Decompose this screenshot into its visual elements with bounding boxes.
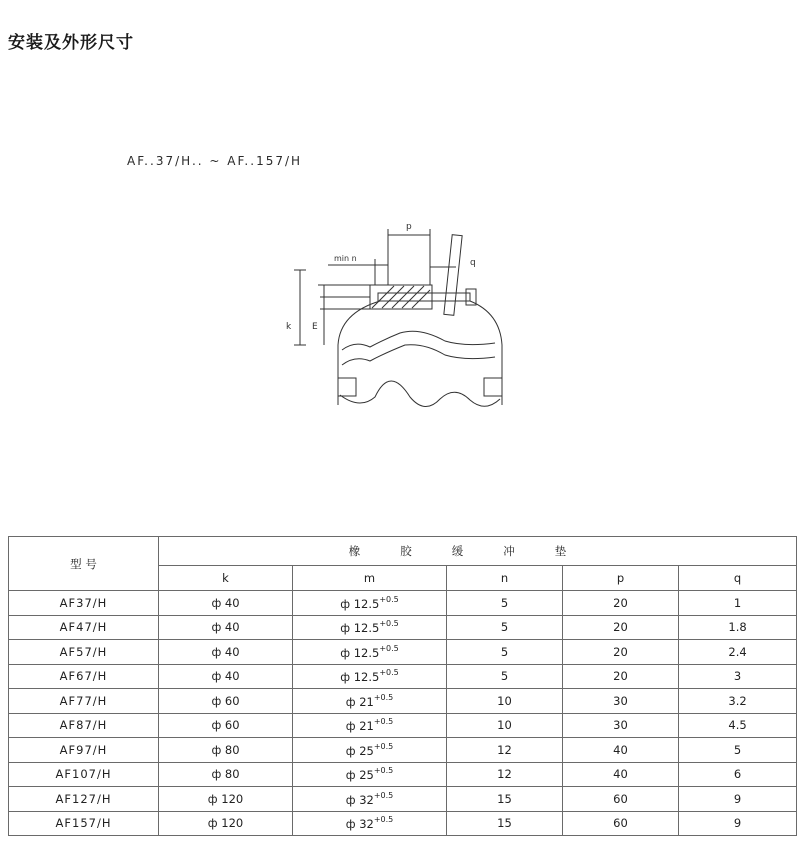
m-tolerance: +0.5	[379, 619, 399, 629]
housing-right	[470, 301, 502, 405]
k-cell-value: ф 120	[207, 791, 244, 806]
q-cell	[679, 640, 797, 665]
q-cell-value: 4.5	[728, 718, 747, 733]
label-E: E	[312, 322, 318, 332]
table-row	[9, 713, 797, 738]
table-row	[9, 689, 797, 714]
q-cell-value: 9	[733, 791, 742, 806]
m-tolerance: +0.5	[373, 717, 394, 727]
m-tolerance: +0.5	[379, 668, 399, 678]
q-cell	[679, 738, 797, 763]
k-cell-value: ф 40	[211, 669, 240, 684]
n-cell-value: 10	[497, 693, 512, 708]
model-cell	[9, 787, 159, 812]
q-cell-value: 1.8	[728, 620, 747, 635]
p-cell	[563, 615, 679, 640]
m-cell-value: ф 12.5	[340, 645, 380, 660]
label-min-n: min n	[334, 254, 357, 263]
n-cell-value: 10	[497, 718, 512, 733]
n-cell	[447, 811, 563, 836]
model-cell	[9, 689, 159, 714]
k-cell	[159, 787, 293, 812]
table-row	[9, 615, 797, 640]
header-m: m	[293, 566, 447, 591]
m-tolerance: +0.5	[373, 766, 394, 776]
n-cell-value: 15	[497, 816, 512, 831]
q-cell	[679, 787, 797, 812]
model-cell	[9, 640, 159, 665]
k-cell-value: ф 120	[207, 816, 244, 831]
m-cell	[293, 689, 447, 714]
p-cell-value: 20	[613, 669, 628, 684]
m-cell	[293, 591, 447, 616]
header-rubber-buffer: 橡胶缓冲垫	[159, 537, 797, 566]
q-cell	[679, 713, 797, 738]
p-cell-value: 40	[613, 742, 628, 757]
m-tolerance: +0.5	[379, 594, 399, 604]
p-cell	[563, 640, 679, 665]
k-cell	[159, 689, 293, 714]
n-cell	[447, 787, 563, 812]
q-cell-value: 2.4	[728, 644, 747, 659]
label-p: p	[406, 222, 412, 232]
k-cell-value: ф 80	[211, 742, 240, 757]
header-model: 型 号	[9, 537, 159, 591]
model-cell-value: AF127/H	[55, 791, 112, 806]
table-row	[9, 787, 797, 812]
n-cell-value: 12	[497, 767, 512, 782]
housing-left	[338, 301, 380, 405]
m-cell-value: ф 32	[345, 792, 374, 807]
model-cell	[9, 713, 159, 738]
m-tolerance: +0.5	[379, 643, 399, 653]
k-cell	[159, 615, 293, 640]
bracket-plate	[444, 235, 462, 316]
m-cell	[293, 811, 447, 836]
k-cell	[159, 738, 293, 763]
model-cell	[9, 664, 159, 689]
p-cell	[563, 738, 679, 763]
m-cell-value: ф 25	[345, 768, 374, 783]
n-cell	[447, 615, 563, 640]
model-cell-value: AF57/H	[59, 644, 108, 659]
p-cell	[563, 664, 679, 689]
installation-drawing	[280, 215, 520, 420]
n-cell-value: 15	[497, 791, 512, 806]
dimension-table	[8, 536, 797, 836]
m-cell-value: ф 21	[345, 719, 374, 734]
n-cell	[447, 762, 563, 787]
m-cell-value: ф 12.5	[340, 621, 380, 636]
q-cell-value: 3	[733, 669, 742, 684]
m-tolerance: +0.5	[373, 790, 394, 800]
m-cell	[293, 664, 447, 689]
k-cell	[159, 591, 293, 616]
p-cell-value: 30	[613, 718, 628, 733]
header-q: q	[679, 566, 797, 591]
label-q: q	[470, 258, 476, 268]
q-cell	[679, 664, 797, 689]
k-cell-value: ф 40	[211, 644, 240, 659]
label-k: k	[286, 322, 292, 332]
table-row	[9, 738, 797, 763]
q-cell	[679, 811, 797, 836]
p-cell	[563, 787, 679, 812]
m-cell	[293, 640, 447, 665]
gear-profile	[340, 381, 500, 407]
n-cell-value: 5	[500, 620, 509, 635]
q-cell-value: 5	[733, 742, 742, 757]
m-cell-value: ф 12.5	[340, 596, 380, 611]
p-cell-value: 60	[613, 791, 628, 806]
p-cell-value: 20	[613, 595, 628, 610]
q-cell	[679, 591, 797, 616]
k-cell-value: ф 60	[211, 718, 240, 733]
q-cell	[679, 762, 797, 787]
p-cell-value: 20	[613, 620, 628, 635]
m-cell	[293, 713, 447, 738]
table-row	[9, 811, 797, 836]
q-cell	[679, 689, 797, 714]
m-cell-value: ф 12.5	[340, 670, 380, 685]
k-cell-value: ф 80	[211, 767, 240, 782]
header-n: n	[447, 566, 563, 591]
m-cell	[293, 787, 447, 812]
header-p: p	[563, 566, 679, 591]
k-cell	[159, 811, 293, 836]
p-cell	[563, 713, 679, 738]
m-cell-value: ф 21	[345, 694, 374, 709]
m-cell	[293, 762, 447, 787]
k-cell	[159, 762, 293, 787]
n-cell	[447, 689, 563, 714]
m-cell-value: ф 32	[345, 817, 374, 832]
n-cell-value: 5	[500, 595, 509, 610]
model-cell-value: AF107/H	[55, 767, 112, 782]
p-cell	[563, 762, 679, 787]
k-cell-value: ф 40	[211, 620, 240, 635]
table-row	[9, 762, 797, 787]
n-cell-value: 12	[497, 742, 512, 757]
n-cell	[447, 713, 563, 738]
k-cell-value: ф 60	[211, 693, 240, 708]
p-cell-value: 40	[613, 767, 628, 782]
q-cell-value: 6	[733, 767, 742, 782]
p-cell-value: 60	[613, 816, 628, 831]
m-cell	[293, 615, 447, 640]
p-cell-value: 30	[613, 693, 628, 708]
p-cell	[563, 689, 679, 714]
k-cell	[159, 640, 293, 665]
model-cell	[9, 811, 159, 836]
n-cell-value: 5	[500, 669, 509, 684]
table-row	[9, 591, 797, 616]
model-cell	[9, 738, 159, 763]
table-row	[9, 664, 797, 689]
model-cell-value: AF87/H	[59, 718, 108, 733]
p-cell-value: 20	[613, 644, 628, 659]
m-cell-value: ф 25	[345, 743, 374, 758]
k-cell-value: ф 40	[211, 595, 240, 610]
model-cell	[9, 615, 159, 640]
model-cell-value: AF97/H	[59, 742, 108, 757]
m-tolerance: +0.5	[373, 741, 394, 751]
m-cell	[293, 738, 447, 763]
page-title: 安装及外形尺寸	[8, 33, 134, 53]
model-cell-value: AF77/H	[59, 693, 108, 708]
n-cell	[447, 738, 563, 763]
model-range-subtitle: AF..37/H.. ~ AF..157/H	[127, 154, 303, 168]
p-cell	[563, 591, 679, 616]
model-cell	[9, 762, 159, 787]
model-cell	[9, 591, 159, 616]
n-cell	[447, 664, 563, 689]
k-cell	[159, 713, 293, 738]
model-cell-value: AF157/H	[55, 816, 112, 831]
k-cell	[159, 664, 293, 689]
q-cell	[679, 615, 797, 640]
model-cell-value: AF67/H	[59, 669, 108, 684]
m-tolerance: +0.5	[373, 692, 394, 702]
p-cell	[563, 811, 679, 836]
q-cell-value: 3.2	[728, 693, 747, 708]
m-tolerance: +0.5	[373, 815, 394, 825]
n-cell	[447, 591, 563, 616]
q-cell-value: 9	[733, 816, 742, 831]
model-cell-value: AF37/H	[59, 595, 108, 610]
table-row	[9, 640, 797, 665]
n-cell-value: 5	[500, 644, 509, 659]
n-cell	[447, 640, 563, 665]
model-cell-value: AF47/H	[59, 620, 108, 635]
q-cell-value: 1	[733, 595, 742, 610]
header-k: k	[159, 566, 293, 591]
